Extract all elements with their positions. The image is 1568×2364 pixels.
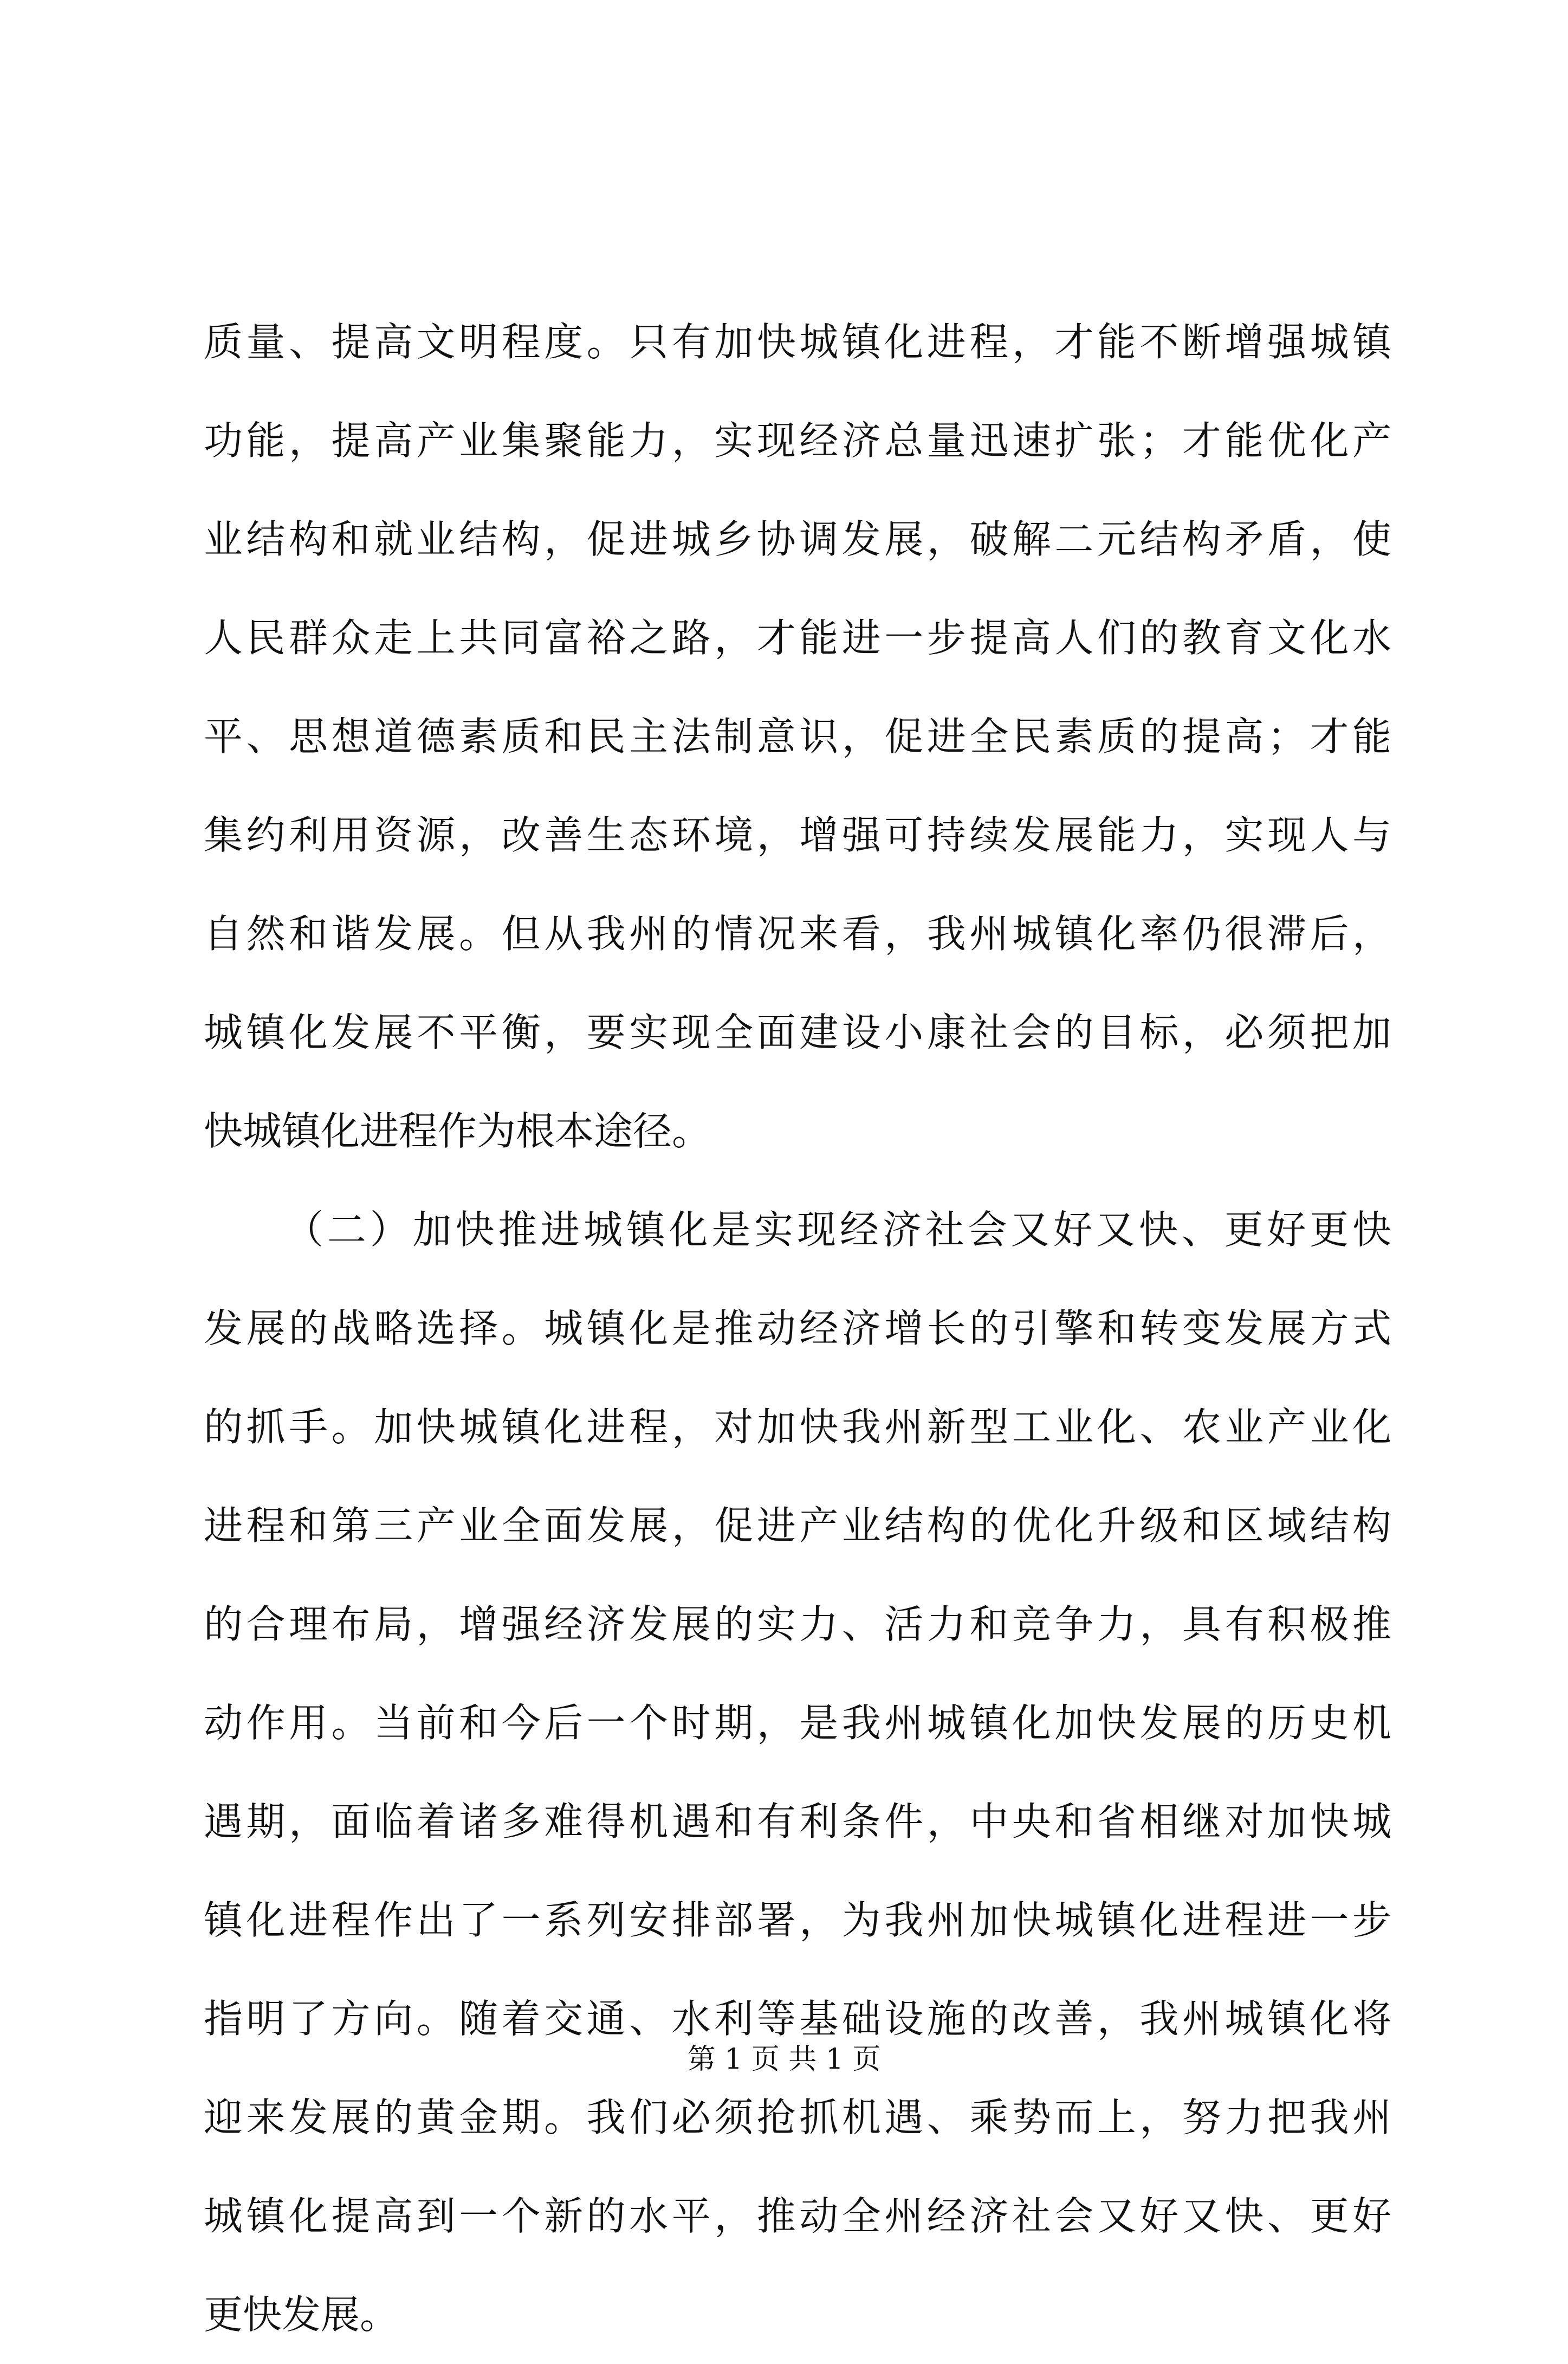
- text-line: 业结构和就业结构，促进城乡协调发展，破解二元结构矛盾，使: [204, 516, 1391, 562]
- paragraph-1: [204, 293, 1391, 1180]
- text-line: 集约利用资源，改善生态环境，增强可持续发展能力，实现人与: [204, 812, 1391, 858]
- text-line: 更快发展。: [204, 2292, 399, 2337]
- page-number-label: 第 1 页 共 1 页: [687, 2043, 881, 2076]
- text-line: 人民群众走上共同富裕之路，才能进一步提高人们的教育文化水: [204, 615, 1391, 661]
- text-line: 迎来发展的黄金期。我们必须抢抓机遇、乘势而上，努力把我州: [204, 2095, 1391, 2140]
- text-line: 的抓手。加快城镇化进程，对加快我州新型工业化、农业产业化: [204, 1404, 1391, 1450]
- text-line: （二）加快推进城镇化是实现经济社会又好又快、更好更快: [284, 1207, 1391, 1252]
- text-line: 自然和谐发展。但从我州的情况来看，我州城镇化率仍很滞后，: [204, 911, 1391, 957]
- page-footer: [0, 2038, 1568, 2081]
- text-line: 镇化进程作出了一系列安排部署，为我州加快城镇化进程进一步: [204, 1897, 1391, 1943]
- text-line: 发展的战略选择。城镇化是推动经济增长的引擎和转变发展方式: [204, 1306, 1391, 1351]
- text-line: 快城镇化进程作为根本途径。: [204, 1108, 711, 1154]
- text-line: 城镇化提高到一个新的水平，推动全州经济社会又好又快、更好: [204, 2193, 1391, 2239]
- text-line: 质量、提高文明程度。只有加快城镇化进程，才能不断增强城镇: [204, 319, 1391, 365]
- text-line: 指明了方向。随着交通、水利等基础设施的改善，我州城镇化将: [204, 1996, 1391, 2042]
- text-line: 动作用。当前和今后一个时期，是我州城镇化加快发展的历史机: [204, 1700, 1391, 1746]
- paragraph-2: [204, 1180, 1391, 2364]
- text-line: 的合理布局，增强经济发展的实力、活力和竞争力，具有积极推: [204, 1601, 1391, 1647]
- text-line: 进程和第三产业全面发展，促进产业结构的优化升级和区域结构: [204, 1503, 1391, 1548]
- text-line: 城镇化发展不平衡，要实现全面建设小康社会的目标，必须把加: [204, 1010, 1391, 1055]
- text-line: 遇期，面临着诸多难得机遇和有利条件，中央和省相继对加快城: [204, 1799, 1391, 1844]
- text-line: 平、思想道德素质和民主法制意识，促进全民素质的提高；才能: [204, 714, 1391, 759]
- text-line: 功能，提高产业集聚能力，实现经济总量迅速扩张；才能优化产: [204, 418, 1391, 463]
